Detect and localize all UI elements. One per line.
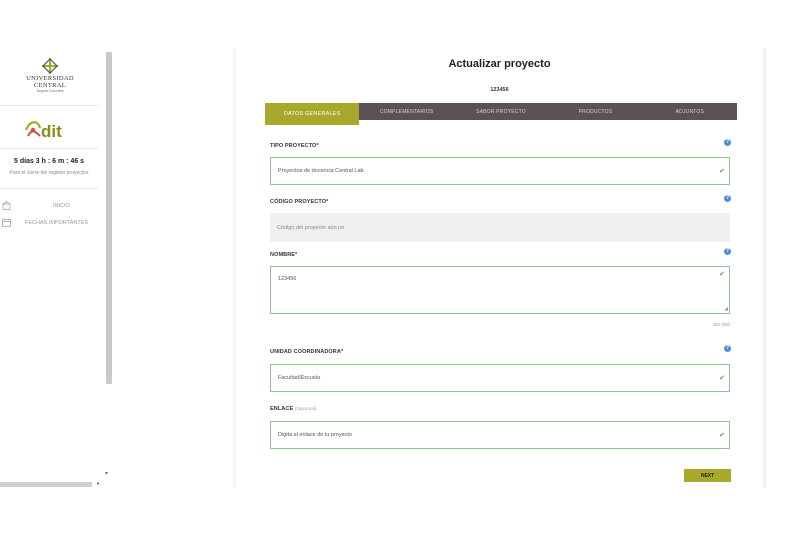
sidebar-divider: [0, 105, 98, 106]
nombre-char-counter: 494 /500: [712, 322, 730, 327]
university-city: Bogotá Colombia: [36, 89, 64, 93]
check-icon: ✔: [719, 271, 725, 278]
form-tabs: [265, 103, 737, 120]
countdown-caption: Para el cierre del registro proyectos: [9, 170, 89, 176]
sidebar-divider: [0, 148, 98, 149]
project-code: 123456: [490, 87, 509, 93]
university-name-line2: CENTRAL: [33, 82, 67, 89]
university-logo: [14, 58, 86, 94]
tab-datos-generales[interactable]: DATOS GENERALES: [265, 103, 359, 125]
tab-adjuntos[interactable]: ADJUNTOS: [675, 108, 705, 115]
scroll-down-arrow-icon[interactable]: ▾: [105, 471, 109, 477]
nav-item-inicio[interactable]: [0, 201, 106, 213]
help-icon[interactable]: ?: [725, 345, 730, 351]
home-icon: [2, 201, 11, 210]
check-icon: ✔: [719, 432, 725, 439]
nombre-value: 123456: [278, 276, 297, 282]
help-icon[interactable]: ?: [725, 195, 730, 201]
university-name-line1: UNIVERSIDAD: [26, 75, 74, 82]
nav-label: INICIO: [53, 203, 70, 209]
resize-handle-icon[interactable]: ◢: [724, 306, 728, 312]
enlace-optional-tag: (Opcional): [294, 406, 317, 411]
page-title: Actualizar proyecto: [448, 58, 551, 70]
next-button[interactable]: NEXT: [684, 469, 731, 482]
tipo-proyecto-value: Proyectos de docencia Central Lab: [278, 168, 364, 174]
enlace-label-text: ENLACE: [270, 406, 294, 412]
codigo-proyecto-label: CÓDIGO PROYECTO*: [270, 199, 329, 205]
tab-productos[interactable]: PRODUCTOS: [578, 108, 613, 115]
tipo-proyecto-label: TIPO PROYECTO*: [270, 143, 319, 149]
help-icon[interactable]: ?: [725, 139, 730, 145]
tab-sabor-proyecto[interactable]: SABOR PROYECTO: [476, 108, 526, 115]
codigo-proyecto-input: [270, 213, 730, 242]
sidebar-divider: [0, 188, 98, 189]
nav-label: FECHAS IMPORTANTES: [25, 220, 89, 226]
enlace-placeholder: Digita el enlace de tu proyecto: [278, 432, 352, 438]
university-crest-icon: [42, 58, 58, 74]
check-icon: ✔: [719, 168, 725, 175]
sidebar-scrollbar-horizontal[interactable]: [0, 482, 92, 487]
sidebar: [0, 50, 109, 490]
enlace-input[interactable]: [270, 421, 730, 449]
card-edge-left: [233, 48, 238, 488]
check-icon: ✔: [719, 375, 725, 382]
dit-logo: [24, 118, 74, 142]
nav-item-fechas-importantes[interactable]: [0, 218, 106, 230]
codigo-proyecto-placeholder: Código del proyecto aún no: [277, 224, 345, 231]
card-edge-right: [761, 48, 766, 488]
enlace-label: [270, 406, 317, 412]
tab-complementarios[interactable]: COMPLEMENTARIOS: [379, 108, 434, 115]
nombre-label: NOMBRE*: [270, 252, 298, 258]
sidebar-scrollbar-vertical[interactable]: [106, 52, 112, 384]
unidad-coordinadora-select[interactable]: [270, 364, 730, 392]
unidad-coordinadora-value: Facultad/Escuela: [278, 375, 321, 381]
nombre-textarea[interactable]: [270, 266, 730, 314]
tipo-proyecto-select[interactable]: [270, 157, 730, 185]
help-icon[interactable]: ?: [725, 248, 730, 254]
countdown-timer: 5 días 3 h : 6 m : 46 s: [13, 158, 85, 165]
scroll-right-arrow-icon[interactable]: ▸: [97, 481, 101, 487]
unidad-coordinadora-label: UNIDAD COORDINADORA*: [270, 349, 344, 355]
calendar-icon: [2, 218, 11, 227]
svg-text:dit: dit: [41, 122, 62, 141]
